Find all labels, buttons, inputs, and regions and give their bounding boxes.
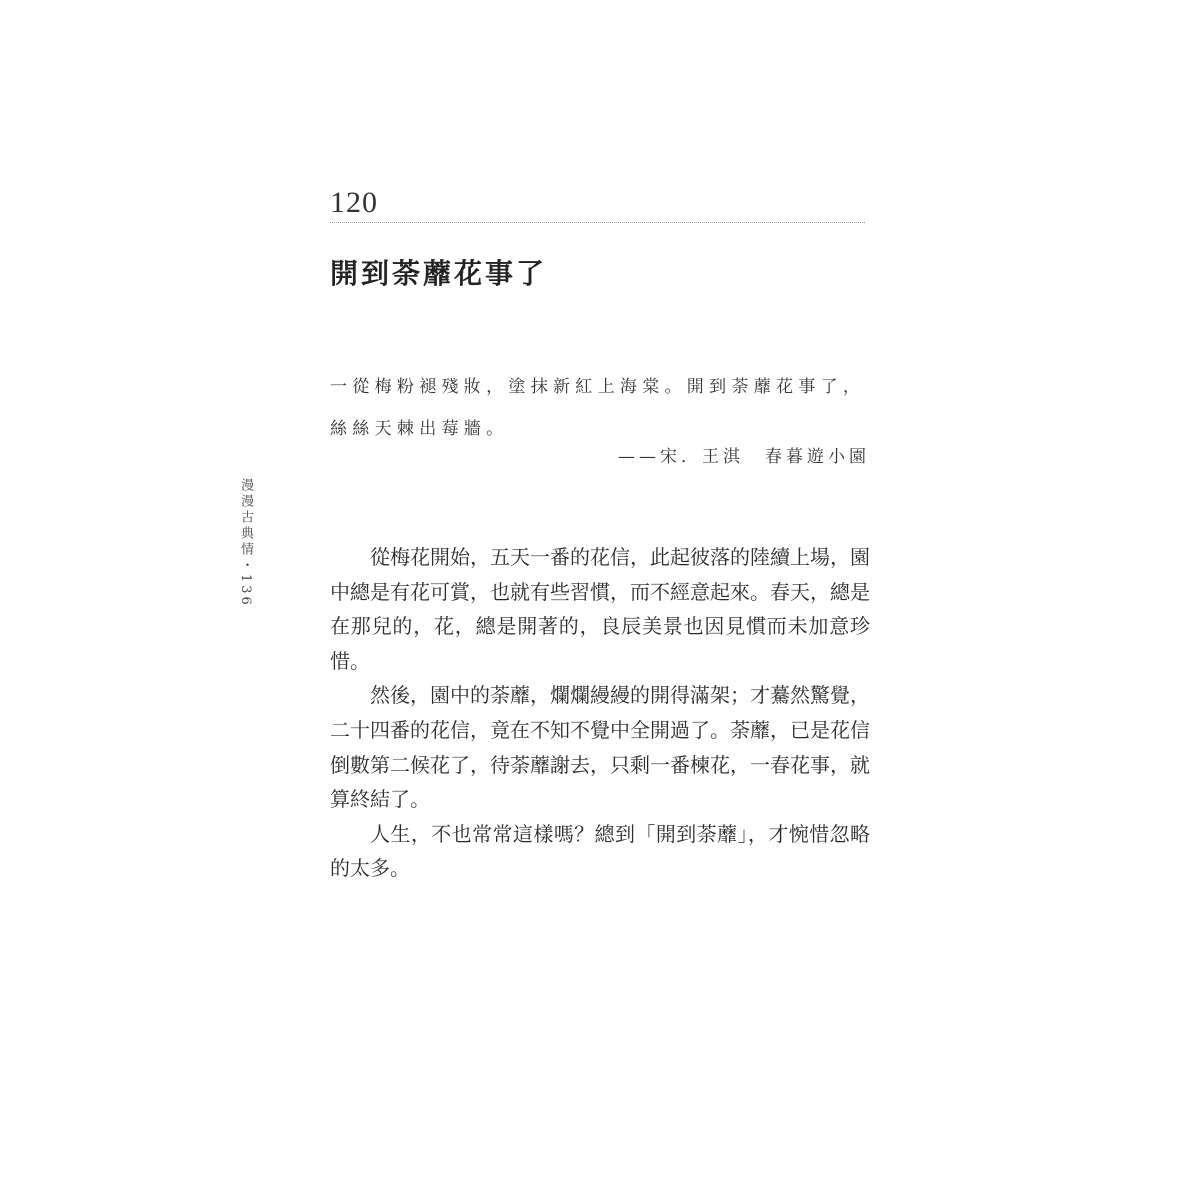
- entry-number: 120: [330, 186, 378, 219]
- running-head-page-number: 漫漫古典情・136: [238, 478, 253, 608]
- epigraph-attribution: ——宋．王淇 春暮遊小園: [618, 447, 870, 467]
- dotted-divider: [330, 222, 865, 223]
- chapter-title: 開到荼蘼花事了: [330, 257, 548, 290]
- body-paragraph: 然後，園中的荼蘼，爛爛縵縵的開得滿架；才驀然驚覺，二十四番的花信，竟在不知不覺中全開過了。荼蘼，已是花信倒數第二候花了，待荼蘼謝去，只剩一番楝花，一春花事，就算終結了。: [330, 683, 870, 812]
- epigraph-poem: 一從梅粉褪殘妝，塗抹新紅上海棠。開到荼蘼花事了，絲絲天棘出莓牆。: [330, 377, 866, 439]
- body-paragraph: 人生，不也常常這樣嗎？總到「開到荼蘼」，才惋惜忽略的太多。: [330, 821, 870, 881]
- body-paragraph: 從梅花開始，五天一番的花信，此起彼落的陸續上場，園中總是有花可賞，也就有些習慣，而不經意起來。春天，總是在那兒的，花，總是開著的，良辰美景也因見慣而未加意珍惜。: [330, 545, 870, 673]
- body-text: [330, 540, 870, 886]
